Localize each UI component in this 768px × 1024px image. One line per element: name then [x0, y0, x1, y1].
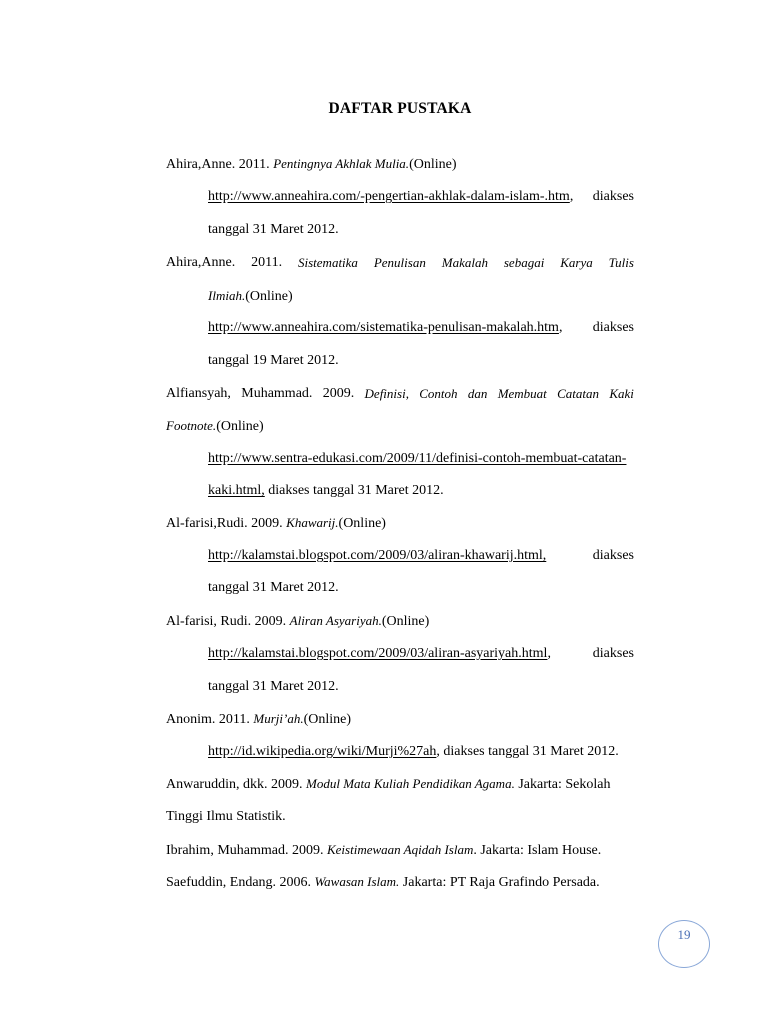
ref-title: Footnote. [166, 418, 217, 433]
ref-medium: (Online) [245, 289, 293, 304]
ref-entry-4-line-1 [166, 514, 634, 533]
ref-url-link-continued[interactable]: kaki.html, [208, 483, 265, 498]
word: Sistematika [298, 255, 358, 270]
ref-entry-1-line-2 [208, 188, 634, 206]
word: Ahira,Anne. [166, 255, 236, 270]
ref-entry-3-line-4 [208, 482, 634, 500]
word: Kaki [609, 386, 634, 401]
ref-access-text: diakses tanggal 31 Maret 2012. [264, 483, 444, 498]
ref-medium: (Online) [409, 157, 457, 172]
ref-author-year: Anonim. 2011. [166, 712, 254, 727]
page-title: DAFTAR PUSTAKA [328, 100, 472, 117]
ref-entry-1-line-3: tanggal 31 Maret 2012. [208, 222, 339, 237]
ref-entry-2-line-2 [208, 287, 634, 306]
word: Muhammad. [241, 386, 313, 401]
page-number: 19 [677, 927, 691, 942]
ref-entry-5-line-1 [166, 612, 634, 631]
word: Alfiansyah, [166, 386, 231, 401]
ref-access-label: diakses [592, 646, 634, 661]
word: Membuat [497, 386, 547, 401]
ref-access-text: , diakses tanggal 31 Maret 2012. [436, 744, 619, 759]
ref-title: Murji’ah. [253, 711, 304, 726]
ref-title: Wawasan Islam. [314, 874, 400, 889]
page-number-badge [658, 920, 710, 968]
word: 2011. [251, 255, 283, 270]
word: Definisi, [364, 386, 409, 401]
ref-publisher: . Jakarta: Islam House. [473, 843, 602, 858]
ref-url-link[interactable]: http://kalamstai.blogspot.com/2009/03/aliran-asyariyah.html [208, 646, 548, 661]
ref-medium: (Online) [338, 516, 386, 531]
ref-entry-6-line-1 [166, 710, 634, 729]
ref-access-label: diakses [592, 548, 634, 563]
ref-author-year: Anwaruddin, dkk. 2009. [166, 777, 306, 792]
ref-author-year: Saefuddin, Endang. 2006. [166, 875, 315, 890]
ref-url-link[interactable]: http://www.anneahira.com/sistematika-penulisan-makalah.htm [208, 320, 559, 335]
ref-title: Ilmiah. [208, 288, 246, 303]
ref-entry-7-line-1 [166, 775, 634, 794]
ref-access-label: diakses [592, 320, 634, 335]
ref-entry-4-line-2 [208, 547, 634, 565]
ref-url-link[interactable]: http://id.wikipedia.org/wiki/Murji%27ah [208, 744, 437, 759]
ref-url-link[interactable]: http://www.sentra-edukasi.com/2009/11/definisi-contoh-membuat-catatan- [208, 451, 627, 466]
ref-medium: (Online) [216, 419, 264, 434]
ref-publisher: Jakarta: Sekolah [514, 777, 611, 792]
ref-entry-3-line-2 [166, 417, 634, 436]
ref-title: Pentingnya Akhlak Mulia. [273, 156, 410, 171]
ref-entry-4-line-3: tanggal 31 Maret 2012. [208, 580, 339, 595]
word: Makalah [441, 255, 488, 270]
ref-url-link[interactable]: http://www.anneahira.com/-pengertian-akhlak-dalam-islam-.htm [208, 189, 570, 204]
ref-title: Khawarij. [286, 515, 339, 530]
ref-medium: (Online) [381, 614, 430, 629]
ref-entry-8-line-1 [166, 841, 634, 860]
word: Catatan [557, 386, 600, 401]
ref-entry-5-line-3: tanggal 31 Maret 2012. [208, 679, 339, 694]
punctuation: , [558, 320, 563, 335]
ref-author-year: Ahira,Anne. 2011. [166, 157, 274, 172]
ref-entry-2-line-1 [166, 254, 634, 272]
ref-entry-7-line-2: Tinggi Ilmu Statistik. [166, 809, 286, 824]
ref-author-year: Ibrahim, Muhammad. 2009. [166, 843, 327, 858]
ref-entry-2-line-3 [208, 319, 634, 337]
punctuation: , [547, 646, 551, 661]
ref-author-year: Al-farisi, Rudi. 2009. [166, 614, 290, 629]
ref-access-label: diakses [592, 189, 634, 204]
ref-publisher: Jakarta: PT Raja Grafindo Persada. [399, 875, 600, 890]
ref-entry-9-line-1 [166, 873, 634, 892]
word: Tulis [608, 255, 634, 270]
ref-url-link[interactable]: http://kalamstai.blogspot.com/2009/03/aliran-khawarij.html, [208, 548, 547, 563]
ref-title: Aliran Asyariyah. [289, 613, 382, 628]
word: sebagai [503, 255, 545, 270]
word: Karya [560, 255, 593, 270]
ref-entry-5-line-2 [208, 645, 634, 663]
word: Contoh [419, 386, 458, 401]
ref-title: Modul Mata Kuliah Pendidikan Agama. [306, 776, 515, 791]
ref-title: Keistimewaan Aqidah Islam [326, 842, 474, 857]
ref-entry-2-line-4: tanggal 19 Maret 2012. [208, 353, 339, 368]
ref-entry-6-line-2 [208, 743, 634, 761]
word: dan [467, 386, 488, 401]
word: 2009. [322, 386, 355, 401]
ref-entry-1-line-1 [166, 155, 634, 174]
ref-author-year: Al-farisi,Rudi. 2009. [166, 516, 287, 531]
punctuation: , [569, 189, 574, 204]
word: Penulisan [373, 255, 426, 270]
ref-entry-3-line-1 [166, 385, 634, 403]
ref-medium: (Online) [303, 712, 352, 727]
ref-entry-3-line-3 [208, 450, 634, 468]
